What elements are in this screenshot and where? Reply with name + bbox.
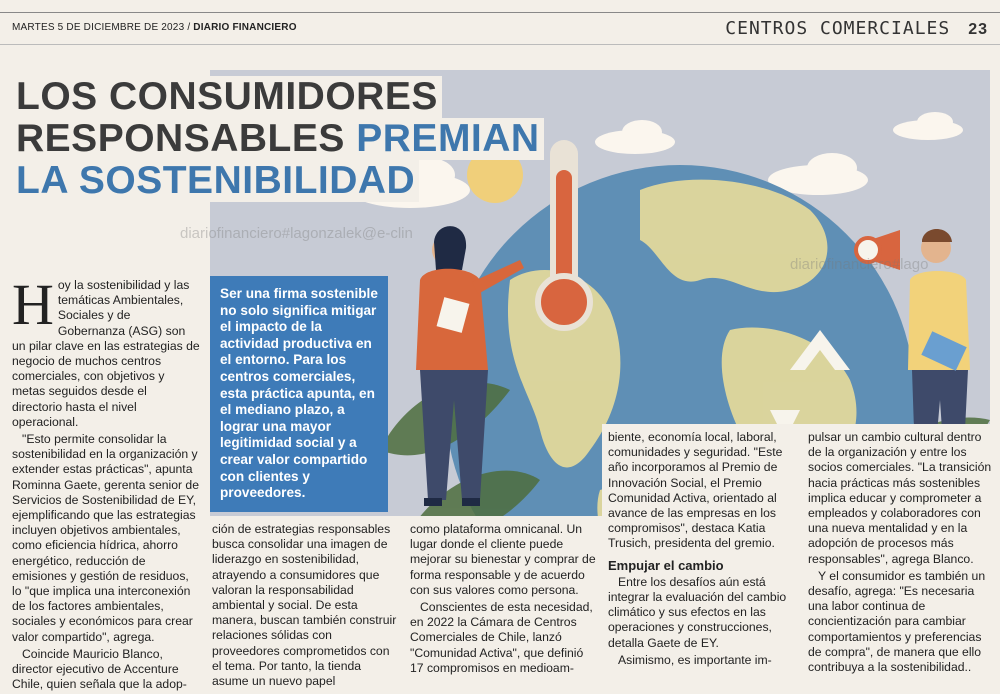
paragraph: pulsar un cambio cultural dentro de la organización y entre los socios comerciales. "La transición hacia prácticas más sostenibles implica educar y comprometer a empleados y colaboradores con una nueva mentalidad y en la adopción de procesos más responsables", agrega Blanco. [808,430,992,566]
headline [12,76,572,202]
page-number: 23 [968,21,988,38]
paragraph: Y el consumidor es también un desafío, agrega: "Es necesaria una labor continua de concientización para cambiar comportamientos y preferencias de compra", de manera que ello contribuya a la sostenibilidad.. [808,568,986,675]
paragraph: biente, economía local, laboral, comunidades y seguridad. "Este año incorporamos al Premio de Innovación Social, el Premio Comunidad Activa, orientado al avance de las empresas en los compromisos", destaca Katia Trusich, presidenta del gremio. [608,430,783,551]
pull-quote: Ser una firma sostenible no solo significa mitigar el impacto de la actividad productiva en el entorno. Para los centros comerciales, esta práctica apunta, en el mediano plazo, a lograr una mayor legitimidad social y a crear valor compartido con clientes y proveedores. [210,276,388,512]
paragraph: Entre los desafíos aún está integrar la evaluación del cambio climático y sus efectos en las operaciones y construcciones, detalla Gaete de EY. [608,574,787,650]
headline-line3: LA SOSTENIBILIDAD [12,160,419,202]
watermark-right: diariofinanciero#lago [790,256,929,273]
paragraph-text: oy la sostenibilidad y las temáticas Ambientales, Sociales y de Gobernanza (ASG) son un pilar clave en las estrategias de negocio de muchos centros comerciales, con objetivos y metas seguidos desde el directorio hasta el nivel operacional. [12,278,200,429]
header-date-line: MARTES 5 DE DICIEMBRE DE 2023 / DIARIO FINANCIERO [12,22,297,33]
article-column-4 [608,430,796,670]
paragraph: como plataforma omnicanal. Un lugar donde el cliente puede mejorar su bienestar y comprar de forma responsable y de acuerdo con sus valores como persona. [410,522,596,597]
article-column-3 [410,522,598,678]
header-section [725,18,988,39]
header-date: MARTES 5 DE DICIEMBRE DE 2023 [12,22,185,33]
header-rule-bottom [0,44,1000,45]
paragraph [12,272,200,430]
drop-cap: H [12,272,54,337]
paragraph: ción de estrategias responsables busca consolidar una imagen de liderazgo en sostenibilidad, atrayendo a consumidores que valoran la responsabilidad ambiental y social. De esta manera, buscan también construir relaciones sólidas con proveedores comprometidos con el tema. Por tanto, la tienda asume un nuevo papel [212,522,397,689]
header-rule [0,12,1000,13]
headline-line2a: RESPONSABLES [16,117,345,160]
header-publication: DIARIO FINANCIERO [193,22,297,33]
headline-line2b: PREMIAN [356,117,540,160]
paragraph: Coincide Mauricio Blanco, director ejecutivo de Accenture Chile, quien señala que la adop- [12,646,187,692]
article-column-1 [12,272,200,694]
paragraph: "Esto permite consolidar la sostenibilidad en la organización y extender estas prácticas", apunta Rominna Gaete, gerenta senior de Servicios de Sostenibilidad de EY, ejemplificando que las estrategias incluyen objetivos ambientales, como eficiencia hídrica, ahorro energético, reducción de emisiones y gestión de residuos, lo "que implica una interconexión de los factores ambientales, sociales y económicos para crear valor compartido", agrega. [12,432,199,644]
section-name: CENTROS COMERCIALES [725,18,951,39]
paragraph: Asimismo, es importante im- [618,652,772,667]
headline-line1: LOS CONSUMIDORES [12,76,442,118]
subheading: Empujar el cambio [608,557,724,573]
paragraph: Conscientes de esta necesidad, en 2022 la Cámara de Centros Comerciales de Chile, lanzó "Comunidad Activa", que definió 17 compromisos en medioam- [410,600,593,675]
article-column-5 [808,430,993,677]
watermark-left: diariofinanciero#lagonzalek@e-clin [180,225,413,242]
article-column-2 [212,522,400,691]
